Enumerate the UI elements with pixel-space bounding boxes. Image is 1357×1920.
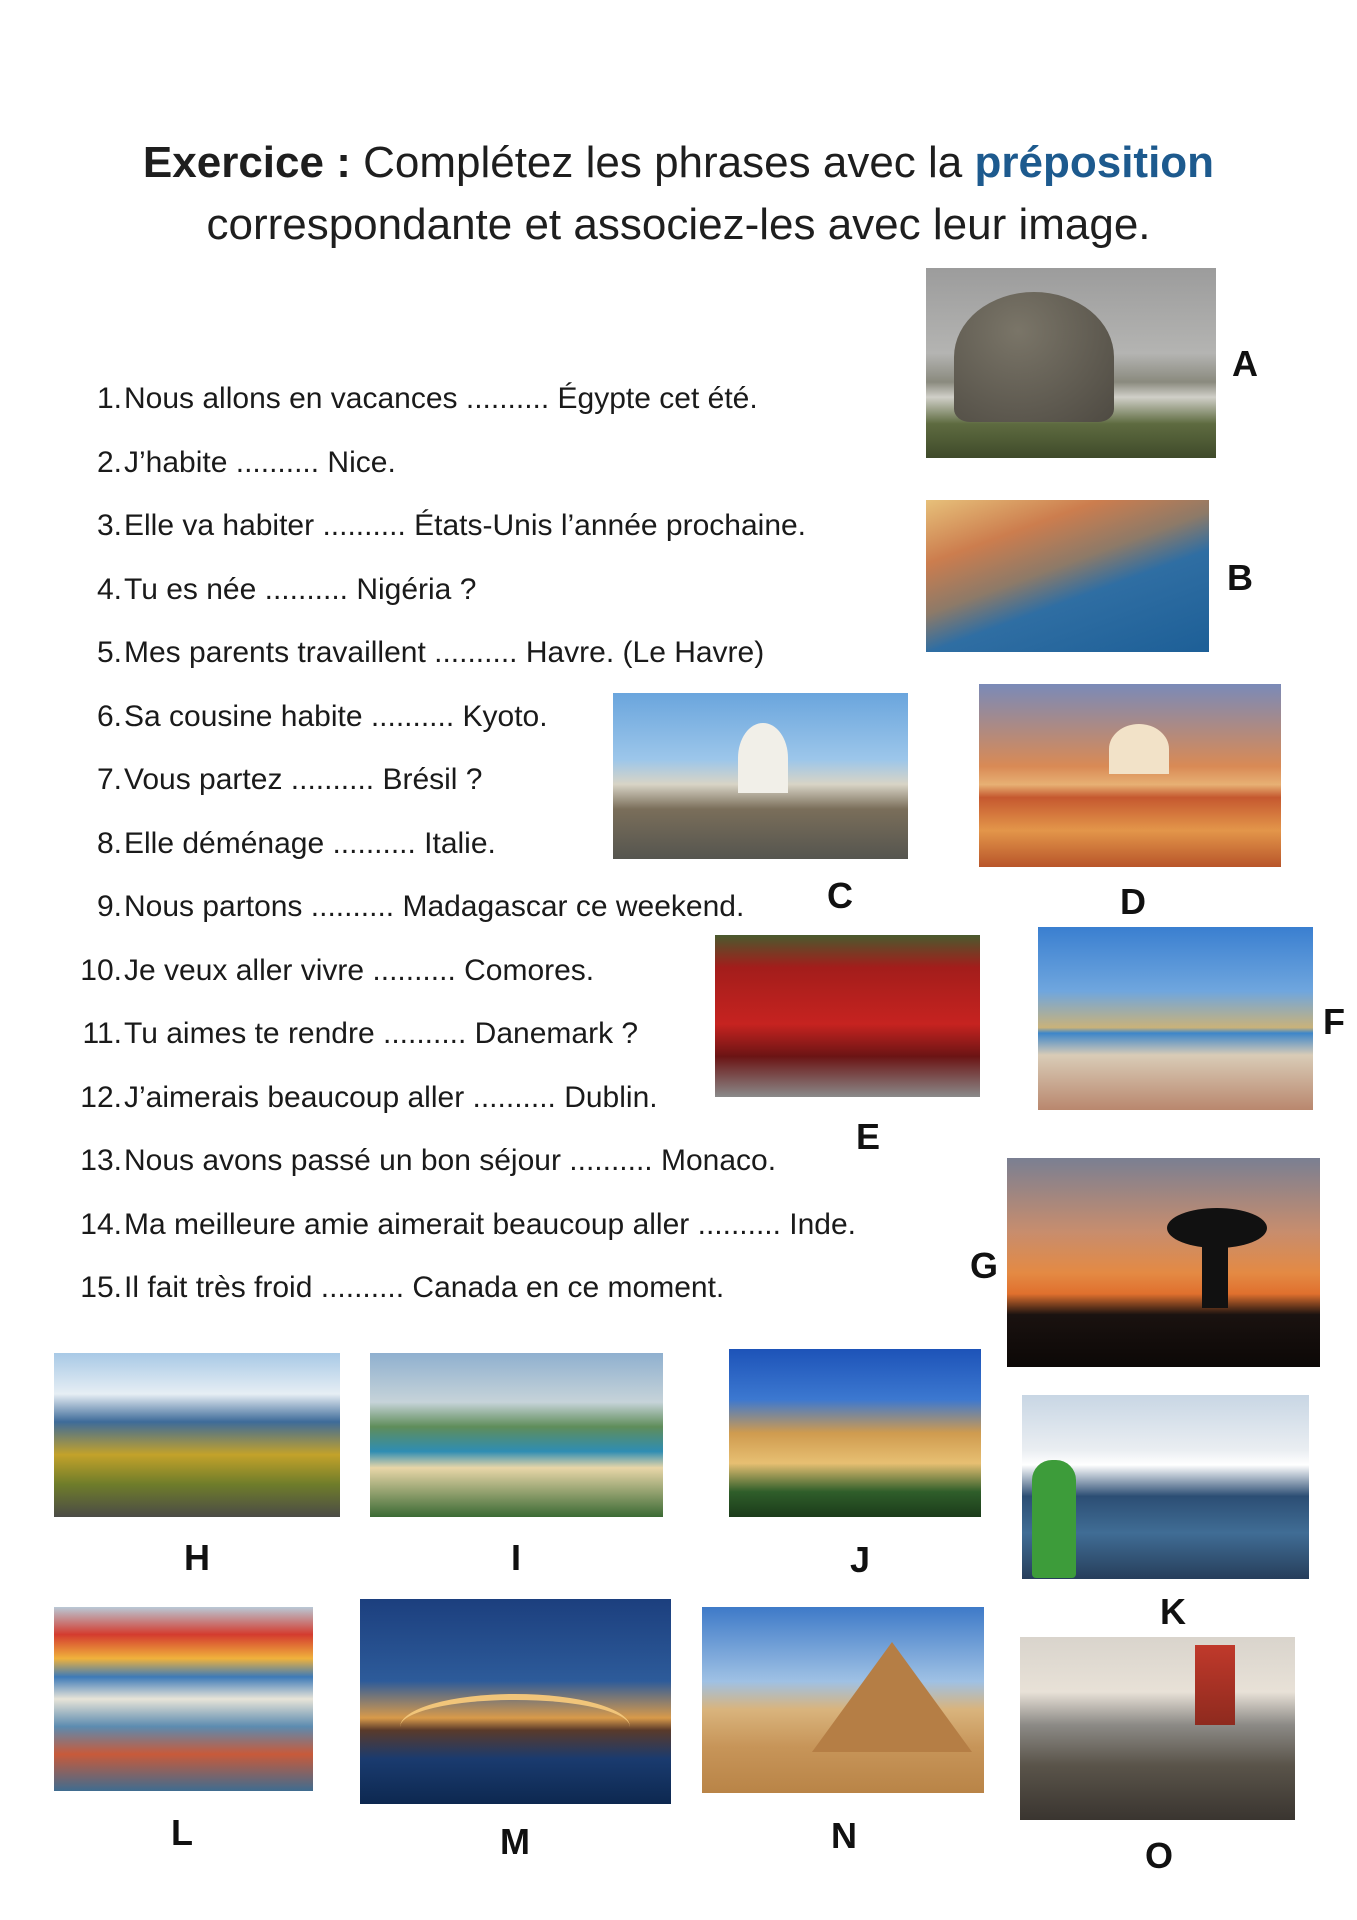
photo-pyramids-sphinx	[702, 1607, 984, 1793]
title-part2: correspondante et associez-les avec leur image.	[206, 200, 1151, 249]
photo-pagoda	[1195, 1645, 1235, 1725]
exercise-title	[0, 132, 1357, 256]
label-c: C	[827, 875, 853, 916]
photo-taj-mahal	[979, 684, 1281, 867]
sentence-2: 2.J’habite .......... Nice.	[96, 445, 396, 479]
photo-casino-palace	[729, 1349, 981, 1517]
label-m: M	[500, 1821, 530, 1862]
label-d: D	[1120, 881, 1146, 922]
sentence-15: 15.Il fait très froid .......... Canada en ce moment.	[80, 1271, 725, 1304]
sentence-7: 7.Vous partez .......... Brésil ?	[96, 763, 483, 796]
photo-harbor-boats	[1022, 1395, 1309, 1579]
label-o: O	[1144, 1835, 1173, 1876]
sentence-11: 11.Tu aimes te rendre .......... Danemark ?	[82, 1017, 639, 1050]
photo-mountain-road	[54, 1353, 340, 1517]
label-l: L	[171, 1812, 193, 1853]
photo-dome	[738, 723, 788, 793]
label-g: G	[969, 1245, 998, 1286]
label-n: N	[831, 1815, 857, 1856]
label-i: I	[510, 1537, 521, 1578]
photo-colorful-harbor	[54, 1607, 313, 1791]
title-bold: Exercice :	[142, 138, 351, 187]
sentence-10: 10.Je veux aller vivre .......... Comores.	[80, 953, 595, 987]
title-accent-word: préposition	[974, 138, 1215, 187]
sentence-8: 8.Elle déménage .......... Italie.	[96, 826, 496, 860]
sentence-1: 1.Nous allons en vacances .......... Égypte cet été.	[96, 382, 758, 415]
sentence-4: 4.Tu es née .......... Nigéria ?	[96, 572, 477, 606]
label-e: E	[855, 1116, 880, 1157]
label-h: H	[184, 1537, 210, 1578]
photo-beach-promenade	[1038, 927, 1313, 1110]
photo-pagoda-blossoms	[1020, 1637, 1295, 1820]
label-k: K	[1160, 1591, 1186, 1632]
photo-mountain-village	[926, 268, 1216, 458]
photo-bridge-arch	[400, 1694, 630, 1760]
label-b: B	[1227, 557, 1253, 598]
photo-capitol-avenue	[613, 693, 908, 859]
photo-coastal-village	[926, 500, 1209, 652]
sentence-6: 6.Sa cousine habite .......... Kyoto.	[96, 699, 548, 733]
photo-taj-dome	[1109, 724, 1169, 774]
sentence-3: 3.Elle va habiter .......... États-Unis l’année prochaine.	[96, 509, 807, 542]
sentence-13: 13.Nous avons passé un bon séjour .......... Monaco.	[80, 1144, 777, 1177]
photo-coastal-city	[370, 1353, 663, 1517]
sentence-14: 14.Ma meilleure amie aimerait beaucoup aller .......... Inde.	[80, 1207, 857, 1241]
label-a: A	[1232, 343, 1258, 384]
photo-night-bridge	[360, 1599, 671, 1804]
sentence-12: 12.J’aimerais beaucoup aller .......... Dublin.	[80, 1080, 658, 1114]
photo-baobab-sunset	[1007, 1158, 1320, 1367]
photo-rock	[954, 292, 1114, 422]
sentence-5: 5.Mes parents travaillent .......... Havre. (Le Havre)	[96, 636, 765, 669]
title-part1: Complétez les phrases avec la	[350, 138, 975, 187]
label-f: F	[1323, 1001, 1345, 1042]
label-j: J	[849, 1539, 871, 1580]
photo-red-pub	[715, 935, 980, 1097]
photo-woman-figure	[1032, 1460, 1076, 1578]
photo-pyramid	[812, 1642, 972, 1752]
photo-baobab-trunk	[1202, 1238, 1228, 1308]
sentence-9: 9.Nous partons .......... Madagascar ce weekend.	[96, 890, 745, 923]
